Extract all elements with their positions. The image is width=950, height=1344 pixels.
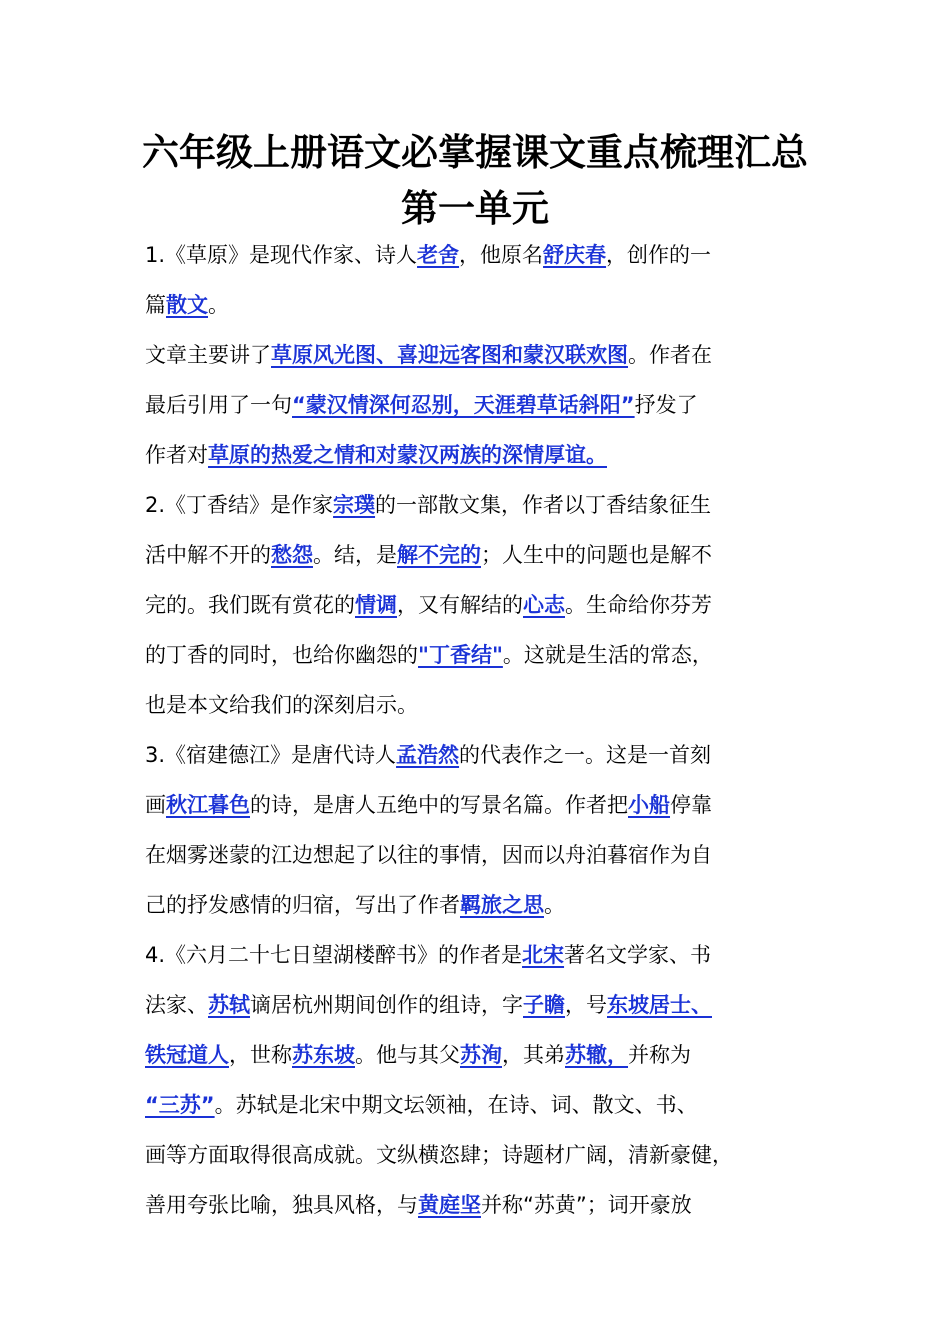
text-line [145,580,825,630]
text-line [145,1130,825,1180]
text-run: ，他原名 [459,243,544,267]
highlighted-answer: 情调 [355,593,397,617]
text-line [145,230,825,280]
highlighted-answer: “蒙汉情深何忍别，天涯碧草话斜阳” [292,393,635,417]
text-line [145,630,825,680]
text-run: 谪居杭州期间创作的组诗，字 [250,993,523,1017]
text-run: 。生命给你芬芳 [565,593,712,617]
highlighted-answer: 黄庭坚 [418,1193,481,1217]
text-run: ，又有解结的 [397,593,523,617]
text-run: 的代表作之一。这是一首刻 [459,743,712,767]
text-run: 篇 [145,293,166,317]
text-line [145,1180,825,1230]
highlighted-answer: 铁冠道人 [145,1043,229,1067]
text-run: 4.《六月二十七日望湖楼醉书》的作者是 [145,943,523,967]
text-line [145,280,825,330]
text-run: 2.《丁香结》是作家 [145,493,334,517]
highlighted-answer: 羁旅之思 [460,893,544,917]
highlighted-answer: 东坡居士、 [607,993,712,1017]
text-run: 画 [145,793,166,817]
text-run: 。苏轼是北宋中期文坛领袖，在诗、词、散文、书、 [214,1093,698,1117]
document-title: 六年级上册语文必掌握课文重点梳理汇总 [142,130,808,174]
highlighted-answer: 愁怨 [271,543,313,567]
paragraph-2 [145,480,825,730]
text-run: 在烟雾迷蒙的江边想起了以往的事情，因而以舟泊暮宿作为自 [145,843,712,867]
text-line [145,680,825,730]
text-run: 。作者在 [628,343,712,367]
highlighted-answer: 苏轼 [208,993,250,1017]
text-line [145,1080,825,1130]
text-line [145,880,825,930]
text-run: 停靠 [670,793,712,817]
text-run: 著名文学家、书 [564,943,712,967]
highlighted-answer: 苏辙， [565,1043,628,1067]
text-line [145,1030,825,1080]
text-run: 善用夸张比喻，独具风格，与 [145,1193,418,1217]
text-run: 并称“苏黄”；词开豪放 [481,1193,692,1217]
highlighted-answer: 苏洵 [460,1043,502,1067]
text-line [145,330,825,380]
text-run: ；人生中的问题也是解不 [481,543,712,567]
text-run: 己的抒发感情的归宿，写出了作者 [145,893,460,917]
highlighted-answer: 草原的热爱之情和对蒙汉两族的深情厚谊。 [208,443,607,467]
text-run: 抒发了 [634,393,698,417]
paragraph-1 [145,230,825,480]
text-run: 。 [544,893,565,917]
text-run: 。这就是生活的常态， [502,643,713,667]
text-run: 活中解不开的 [145,543,271,567]
text-run: 完的。我们既有赏花的 [145,593,355,617]
text-run: ，创作的一 [606,243,712,267]
text-run: 。结，是 [313,543,397,567]
text-run: 的丁香的同时，也给你幽怨的 [145,643,418,667]
text-line [145,980,825,1030]
text-run: 。 [208,293,229,317]
text-run: ，世称 [229,1043,292,1067]
unit-heading: 第一单元 [401,186,549,230]
text-line [145,730,825,780]
text-run: 的诗，是唐人五绝中的写景名篇。作者把 [250,793,628,817]
text-line [145,380,825,430]
highlighted-answer: 舒庆春 [543,243,607,267]
document-body [145,230,825,1230]
highlighted-answer: 秋江暮色 [166,793,250,817]
text-line [145,930,825,980]
text-run: ，其弟 [502,1043,565,1067]
text-run: 。他与其父 [355,1043,460,1067]
text-run: 作者对 [145,443,208,467]
highlighted-answer: "丁香结" [418,643,503,667]
text-line [145,530,825,580]
highlighted-answer: 子瞻 [523,993,565,1017]
highlighted-answer: 小船 [628,793,670,817]
highlighted-answer: “三苏” [145,1093,215,1117]
paragraph-3 [145,730,825,930]
highlighted-answer: 老舍 [417,243,460,267]
text-line [145,780,825,830]
text-run: 也是本文给我们的深刻启示。 [145,693,418,717]
text-line [145,830,825,880]
highlighted-answer: 北宋 [522,943,565,967]
highlighted-answer: 心志 [523,593,565,617]
text-run: 1.《草原》是现代作家、诗人 [145,243,418,267]
text-run: 并称为 [628,1043,691,1067]
text-run: 的一部散文集，作者以丁香结象征生 [375,493,712,517]
text-line [145,430,825,480]
highlighted-answer: 宗璞 [333,493,376,517]
highlighted-answer: 散文 [166,293,208,317]
paragraph-4 [145,930,825,1230]
text-run: 3.《宿建德江》是唐代诗人 [145,743,397,767]
text-run: 画等方面取得很高成就。文纵横恣肆；诗题材广阔，清新豪健， [145,1143,733,1167]
text-run: 法家、 [145,993,208,1017]
highlighted-answer: 解不完的 [397,543,481,567]
highlighted-answer: 孟浩然 [396,743,460,767]
highlighted-answer: 草原风光图、喜迎远客图和蒙汉联欢图 [271,343,628,367]
text-line [145,480,825,530]
text-run: ，号 [565,993,607,1017]
highlighted-answer: 苏东坡 [292,1043,355,1067]
text-run: 最后引用了一句 [145,393,292,417]
text-run: 文章主要讲了 [145,343,271,367]
